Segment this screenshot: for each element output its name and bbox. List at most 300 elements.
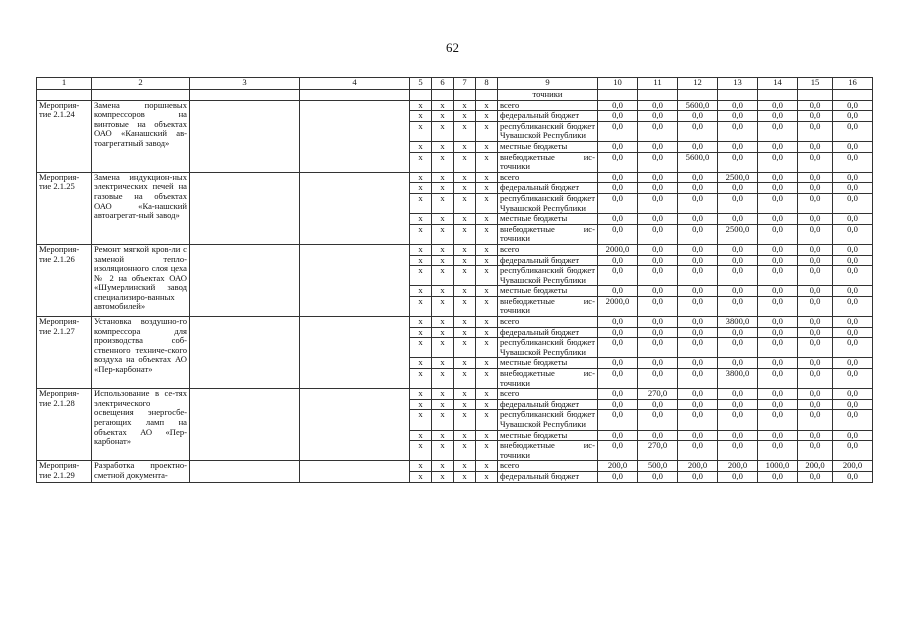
code-mark: x <box>410 471 432 482</box>
amount-cell: 0,0 <box>718 183 758 194</box>
funding-source: всего <box>498 317 598 328</box>
amount-cell: 0,0 <box>638 224 678 244</box>
funding-source: местные бюджеты <box>498 286 598 297</box>
amount-cell: 0,0 <box>758 152 798 172</box>
amount-cell: 0,0 <box>798 100 833 111</box>
amount-cell: 0,0 <box>798 410 833 430</box>
amount-cell: 200,0 <box>678 461 718 472</box>
code-mark: x <box>454 255 476 266</box>
code-mark: x <box>432 317 454 328</box>
code-mark: x <box>454 100 476 111</box>
amount-cell: 0,0 <box>798 183 833 194</box>
code-mark: x <box>410 214 432 225</box>
amount-cell: 0,0 <box>638 369 678 389</box>
funding-source: внебюджетные ис-точники <box>498 441 598 461</box>
code-mark: x <box>476 358 498 369</box>
code-mark: x <box>476 471 498 482</box>
amount-cell: 0,0 <box>798 430 833 441</box>
amount-cell: 0,0 <box>678 111 718 122</box>
participant-cell <box>300 172 410 244</box>
amount-cell: 0,0 <box>598 141 638 152</box>
code-mark: x <box>432 338 454 358</box>
funding-source: федеральный бюджет <box>498 399 598 410</box>
amount-cell: 0,0 <box>638 286 678 297</box>
amount-cell: 200,0 <box>798 461 833 472</box>
amount-cell: 0,0 <box>833 338 873 358</box>
amount-cell: 0,0 <box>638 471 678 482</box>
code-mark: x <box>454 358 476 369</box>
code-mark: x <box>432 193 454 213</box>
source-cell: точники <box>498 90 598 101</box>
amount-cell: 0,0 <box>798 121 833 141</box>
code-mark: x <box>432 471 454 482</box>
amount-cell: 0,0 <box>638 111 678 122</box>
amount-cell: 0,0 <box>638 152 678 172</box>
column-number-row <box>37 78 873 90</box>
code-mark: x <box>454 183 476 194</box>
empty-cell <box>190 90 300 101</box>
amount-cell: 0,0 <box>678 296 718 316</box>
amount-cell: 0,0 <box>758 430 798 441</box>
amount-cell: 0,0 <box>758 441 798 461</box>
amount-cell: 0,0 <box>678 430 718 441</box>
code-mark: x <box>476 338 498 358</box>
amount-cell: 2500,0 <box>718 224 758 244</box>
amount-cell: 0,0 <box>758 224 798 244</box>
amount-cell: 0,0 <box>833 358 873 369</box>
amount-cell: 2000,0 <box>598 296 638 316</box>
executor-cell <box>190 100 300 172</box>
amount-cell: 0,0 <box>718 441 758 461</box>
code-mark: x <box>432 266 454 286</box>
code-mark: x <box>410 327 432 338</box>
code-mark: x <box>454 141 476 152</box>
amount-cell: 0,0 <box>678 327 718 338</box>
code-mark: x <box>410 141 432 152</box>
amount-cell: 0,0 <box>678 121 718 141</box>
amount-cell: 0,0 <box>833 244 873 255</box>
measure-name: Замена индукцион-ных электрических печей на газовые на объектах ОАО «Ка-нашский автоагрегат-ный завод» <box>92 172 190 244</box>
code-mark: x <box>410 296 432 316</box>
amount-cell: 0,0 <box>758 389 798 400</box>
funding-source: республиканский бюджет Чувашской Республики <box>498 121 598 141</box>
participant-cell <box>300 461 410 482</box>
amount-cell: 1000,0 <box>758 461 798 472</box>
amount-cell: 0,0 <box>833 141 873 152</box>
amount-cell: 0,0 <box>758 296 798 316</box>
code-mark: x <box>432 224 454 244</box>
amount-cell: 0,0 <box>798 244 833 255</box>
amount-cell: 0,0 <box>758 399 798 410</box>
amount-cell: 0,0 <box>798 266 833 286</box>
amount-cell: 0,0 <box>638 172 678 183</box>
column-number: 9 <box>498 78 598 90</box>
amount-cell: 0,0 <box>718 152 758 172</box>
amount-cell: 0,0 <box>598 317 638 328</box>
executor-cell <box>190 172 300 244</box>
measure-code: Мероприя-тие 2.1.25 <box>37 172 92 244</box>
funding-source: внебюджетные ис-точники <box>498 296 598 316</box>
measure-name: Ремонт мягкой кров-ли с заменой тепло-изоляционного слоя цеха № 2 на объектах ОАО «Шумерлинский завод специализиро-ванных автомобилей» <box>92 244 190 316</box>
amount-cell: 0,0 <box>798 214 833 225</box>
amount-cell: 0,0 <box>833 441 873 461</box>
code-mark: x <box>410 121 432 141</box>
amount-cell: 0,0 <box>758 317 798 328</box>
amount-cell: 0,0 <box>833 327 873 338</box>
amount-cell: 0,0 <box>833 266 873 286</box>
code-mark: x <box>432 183 454 194</box>
amount-cell: 0,0 <box>678 317 718 328</box>
amount-cell: 270,0 <box>638 389 678 400</box>
code-mark: x <box>476 152 498 172</box>
amount-cell: 0,0 <box>718 244 758 255</box>
amount-cell: 0,0 <box>758 358 798 369</box>
empty-cell <box>798 90 833 101</box>
amount-cell: 0,0 <box>718 121 758 141</box>
column-number: 7 <box>454 78 476 90</box>
amount-cell: 0,0 <box>718 214 758 225</box>
funding-source: федеральный бюджет <box>498 111 598 122</box>
amount-cell: 5600,0 <box>678 100 718 111</box>
amount-cell: 0,0 <box>598 471 638 482</box>
amount-cell: 0,0 <box>798 141 833 152</box>
amount-cell: 3800,0 <box>718 317 758 328</box>
code-mark: x <box>432 327 454 338</box>
code-mark: x <box>410 172 432 183</box>
code-mark: x <box>454 266 476 286</box>
code-mark: x <box>432 152 454 172</box>
code-mark: x <box>432 369 454 389</box>
empty-cell <box>833 90 873 101</box>
funding-source: всего <box>498 172 598 183</box>
amount-cell: 200,0 <box>598 461 638 472</box>
code-mark: x <box>476 430 498 441</box>
column-number: 2 <box>92 78 190 90</box>
code-mark: x <box>432 121 454 141</box>
code-mark: x <box>432 172 454 183</box>
amount-cell: 0,0 <box>638 296 678 316</box>
code-mark: x <box>410 389 432 400</box>
amount-cell: 0,0 <box>598 183 638 194</box>
code-mark: x <box>454 296 476 316</box>
participant-cell <box>300 244 410 316</box>
amount-cell: 0,0 <box>833 172 873 183</box>
code-mark: x <box>432 244 454 255</box>
column-number: 4 <box>300 78 410 90</box>
code-mark: x <box>454 461 476 472</box>
empty-cell <box>300 90 410 101</box>
amount-cell: 0,0 <box>718 399 758 410</box>
amount-cell: 0,0 <box>598 224 638 244</box>
amount-cell: 0,0 <box>678 358 718 369</box>
amount-cell: 0,0 <box>598 100 638 111</box>
amount-cell: 0,0 <box>718 410 758 430</box>
code-mark: x <box>454 193 476 213</box>
amount-cell: 0,0 <box>718 338 758 358</box>
amount-cell: 0,0 <box>638 317 678 328</box>
amount-cell: 0,0 <box>638 255 678 266</box>
funding-source: всего <box>498 461 598 472</box>
code-mark: x <box>410 461 432 472</box>
measure-code: Мероприя-тие 2.1.26 <box>37 244 92 316</box>
funding-source: местные бюджеты <box>498 141 598 152</box>
amount-cell: 0,0 <box>758 121 798 141</box>
amount-cell: 0,0 <box>833 317 873 328</box>
amount-cell: 0,0 <box>758 410 798 430</box>
funding-source: федеральный бюджет <box>498 255 598 266</box>
code-mark: x <box>476 255 498 266</box>
code-mark: x <box>476 389 498 400</box>
amount-cell: 0,0 <box>798 172 833 183</box>
amount-cell: 0,0 <box>678 255 718 266</box>
amount-cell: 0,0 <box>598 193 638 213</box>
funding-source: республиканский бюджет Чувашской Республики <box>498 193 598 213</box>
funding-source: федеральный бюджет <box>498 327 598 338</box>
code-mark: x <box>476 141 498 152</box>
amount-cell: 0,0 <box>833 193 873 213</box>
code-mark: x <box>410 430 432 441</box>
code-mark: x <box>432 358 454 369</box>
amount-cell: 0,0 <box>678 224 718 244</box>
amount-cell: 0,0 <box>758 214 798 225</box>
amount-cell: 0,0 <box>678 471 718 482</box>
amount-cell: 0,0 <box>758 244 798 255</box>
participant-cell <box>300 389 410 461</box>
funding-source: всего <box>498 244 598 255</box>
column-number: 11 <box>638 78 678 90</box>
table-row <box>37 317 873 328</box>
amount-cell: 0,0 <box>598 441 638 461</box>
funding-source: всего <box>498 389 598 400</box>
code-mark: x <box>476 441 498 461</box>
code-mark: x <box>410 100 432 111</box>
code-mark: x <box>432 399 454 410</box>
code-mark: x <box>410 152 432 172</box>
code-mark: x <box>476 296 498 316</box>
code-mark: x <box>454 286 476 297</box>
code-mark: x <box>476 327 498 338</box>
amount-cell: 0,0 <box>598 358 638 369</box>
empty-cell <box>678 90 718 101</box>
executor-cell <box>190 461 300 482</box>
amount-cell: 0,0 <box>758 327 798 338</box>
amount-cell: 0,0 <box>678 214 718 225</box>
executor-cell <box>190 244 300 316</box>
empty-cell <box>476 90 498 101</box>
code-mark: x <box>454 430 476 441</box>
amount-cell: 500,0 <box>638 461 678 472</box>
measure-code: Мероприя-тие 2.1.29 <box>37 461 92 482</box>
amount-cell: 0,0 <box>798 338 833 358</box>
amount-cell: 0,0 <box>798 286 833 297</box>
code-mark: x <box>476 369 498 389</box>
amount-cell: 0,0 <box>598 172 638 183</box>
amount-cell: 0,0 <box>598 255 638 266</box>
amount-cell: 0,0 <box>798 255 833 266</box>
code-mark: x <box>454 317 476 328</box>
amount-cell: 0,0 <box>638 338 678 358</box>
column-number: 1 <box>37 78 92 90</box>
empty-cell <box>598 90 638 101</box>
amount-cell: 0,0 <box>598 327 638 338</box>
table-row <box>37 172 873 183</box>
amount-cell: 0,0 <box>833 255 873 266</box>
amount-cell: 0,0 <box>798 152 833 172</box>
amount-cell: 0,0 <box>598 152 638 172</box>
amount-cell: 0,0 <box>718 111 758 122</box>
amount-cell: 200,0 <box>833 461 873 472</box>
amount-cell: 0,0 <box>833 369 873 389</box>
column-number: 13 <box>718 78 758 90</box>
code-mark: x <box>410 266 432 286</box>
amount-cell: 0,0 <box>718 141 758 152</box>
code-mark: x <box>454 471 476 482</box>
amount-cell: 0,0 <box>798 369 833 389</box>
column-number: 16 <box>833 78 873 90</box>
amount-cell: 0,0 <box>678 244 718 255</box>
amount-cell: 0,0 <box>833 224 873 244</box>
amount-cell: 0,0 <box>638 430 678 441</box>
amount-cell: 0,0 <box>758 471 798 482</box>
amount-cell: 0,0 <box>638 410 678 430</box>
amount-cell: 0,0 <box>833 471 873 482</box>
amount-cell: 0,0 <box>798 111 833 122</box>
code-mark: x <box>410 255 432 266</box>
code-mark: x <box>432 286 454 297</box>
code-mark: x <box>432 100 454 111</box>
amount-cell: 0,0 <box>598 399 638 410</box>
code-mark: x <box>454 338 476 358</box>
code-mark: x <box>410 399 432 410</box>
empty-cell <box>432 90 454 101</box>
code-mark: x <box>454 152 476 172</box>
amount-cell: 0,0 <box>758 286 798 297</box>
amount-cell: 0,0 <box>678 193 718 213</box>
amount-cell: 0,0 <box>833 152 873 172</box>
amount-cell: 0,0 <box>833 399 873 410</box>
code-mark: x <box>476 224 498 244</box>
amount-cell: 0,0 <box>833 183 873 194</box>
amount-cell: 0,0 <box>718 100 758 111</box>
code-mark: x <box>454 399 476 410</box>
amount-cell: 0,0 <box>833 430 873 441</box>
code-mark: x <box>476 317 498 328</box>
amount-cell: 3800,0 <box>718 369 758 389</box>
code-mark: x <box>454 327 476 338</box>
amount-cell: 0,0 <box>718 296 758 316</box>
code-mark: x <box>410 111 432 122</box>
column-number: 15 <box>798 78 833 90</box>
amount-cell: 0,0 <box>598 369 638 389</box>
amount-cell: 0,0 <box>798 296 833 316</box>
code-mark: x <box>410 410 432 430</box>
code-mark: x <box>410 286 432 297</box>
code-mark: x <box>476 193 498 213</box>
code-mark: x <box>454 389 476 400</box>
amount-cell: 0,0 <box>718 286 758 297</box>
funding-source: внебюджетные ис-точники <box>498 369 598 389</box>
amount-cell: 0,0 <box>758 183 798 194</box>
amount-cell: 0,0 <box>678 286 718 297</box>
column-number: 5 <box>410 78 432 90</box>
empty-cell <box>758 90 798 101</box>
code-mark: x <box>432 410 454 430</box>
code-mark: x <box>476 266 498 286</box>
funding-source: внебюджетные ис-точники <box>498 152 598 172</box>
code-mark: x <box>476 111 498 122</box>
amount-cell: 0,0 <box>638 214 678 225</box>
funding-source: республиканский бюджет Чувашской Республики <box>498 338 598 358</box>
empty-cell <box>638 90 678 101</box>
amount-cell: 0,0 <box>718 193 758 213</box>
amount-cell: 0,0 <box>833 389 873 400</box>
table-row <box>37 244 873 255</box>
column-number: 10 <box>598 78 638 90</box>
measure-name: Разработка проектно-сметной документа- <box>92 461 190 482</box>
amount-cell: 0,0 <box>678 141 718 152</box>
code-mark: x <box>454 441 476 461</box>
column-number: 8 <box>476 78 498 90</box>
funding-source: республиканский бюджет Чувашской Республики <box>498 266 598 286</box>
amount-cell: 0,0 <box>833 214 873 225</box>
amount-cell: 0,0 <box>678 183 718 194</box>
amount-cell: 0,0 <box>798 399 833 410</box>
amount-cell: 0,0 <box>598 430 638 441</box>
code-mark: x <box>432 441 454 461</box>
amount-cell: 0,0 <box>638 244 678 255</box>
empty-cell <box>718 90 758 101</box>
table-row <box>37 461 873 472</box>
amount-cell: 0,0 <box>833 410 873 430</box>
amount-cell: 0,0 <box>758 338 798 358</box>
amount-cell: 0,0 <box>598 338 638 358</box>
table-row <box>37 389 873 400</box>
amount-cell: 0,0 <box>678 441 718 461</box>
measure-name: Установка воздушно-го компрессора для производства соб-ственного техниче-ского воздуха на объектах АО «Пер-карбонат» <box>92 317 190 389</box>
amount-cell: 0,0 <box>758 141 798 152</box>
amount-cell: 0,0 <box>638 121 678 141</box>
amount-cell: 2000,0 <box>598 244 638 255</box>
funding-source: внебюджетные ис-точники <box>498 224 598 244</box>
amount-cell: 0,0 <box>678 399 718 410</box>
amount-cell: 0,0 <box>833 121 873 141</box>
amount-cell: 0,0 <box>758 369 798 389</box>
code-mark: x <box>454 172 476 183</box>
code-mark: x <box>432 111 454 122</box>
code-mark: x <box>410 441 432 461</box>
amount-cell: 0,0 <box>798 441 833 461</box>
code-mark: x <box>410 358 432 369</box>
empty-cell <box>410 90 432 101</box>
amount-cell: 0,0 <box>718 430 758 441</box>
amount-cell: 0,0 <box>638 399 678 410</box>
amount-cell: 5600,0 <box>678 152 718 172</box>
code-mark: x <box>476 399 498 410</box>
amount-cell: 0,0 <box>638 141 678 152</box>
amount-cell: 0,0 <box>678 338 718 358</box>
code-mark: x <box>476 121 498 141</box>
code-mark: x <box>432 389 454 400</box>
code-mark: x <box>454 214 476 225</box>
amount-cell: 0,0 <box>798 193 833 213</box>
amount-cell: 0,0 <box>678 410 718 430</box>
amount-cell: 0,0 <box>678 369 718 389</box>
code-mark: x <box>410 224 432 244</box>
amount-cell: 0,0 <box>598 266 638 286</box>
amount-cell: 0,0 <box>718 266 758 286</box>
code-mark: x <box>410 369 432 389</box>
funding-source: федеральный бюджет <box>498 471 598 482</box>
